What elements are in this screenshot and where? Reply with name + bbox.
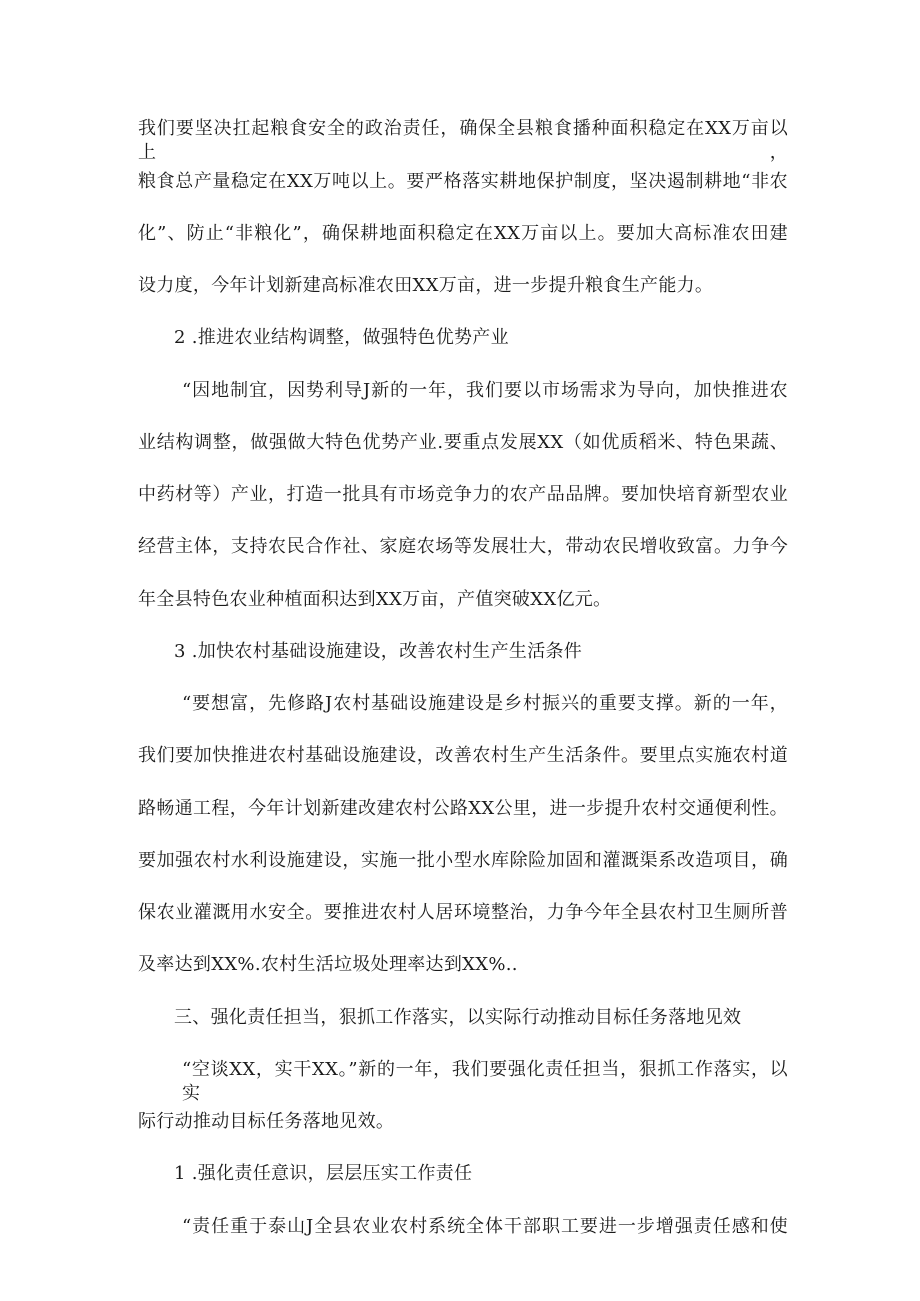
paragraph-line: 年全县特色农业种植面积达到XX万亩，产值突破XX亿元。 [138,589,612,610]
paragraph-line: 保农业灌溉用水安全。要推进农村人居环境整治，力争今年全县农村卫生厕所普 [138,902,788,923]
paragraph-line: 要加强农村水利设施建设，实施一批小型水库除险加固和灌溉渠系改造项目，确 [138,850,788,871]
paragraph-line: “要想富，先修路J农村基础设施建设是乡村振兴的重要支撑。新的一年， [182,693,788,714]
paragraph-line: “空谈XX，实干XX。”新的一年，我们要强化责任担当，狠抓工作落实，以实 [182,1059,788,1104]
paragraph-line: 我们要加快推进农村基础设施建设，改善农村生产生活条件。要里点实施农村道 [138,745,788,766]
paragraph-line: 经营主体，支持农民合作社、家庭农场等发展壮大，带动农民增收致富。力争今 [138,536,788,557]
paragraph-line: 中药材等）产业，打造一批具有市场竞争力的农产品品牌。要加快培育新型农业 [138,484,788,505]
paragraph-line: 际行动推动目标任务落地见效。 [138,1111,395,1132]
paragraph-line: 路畅通工程，今年计划新建改建农村公路XX公里，进一步提升农村交通便利性。 [138,798,788,819]
paragraph-line: 及率达到XX%.农村生活垃圾处理率达到XX%.. [138,954,518,975]
section-heading: 3 .加快农村基础设施建设，改善农村生产生活条件 [174,641,583,662]
paragraph-line: “因地制宜，因势利导J新的一年，我们要以市场需求为导向，加快推进农 [182,380,788,401]
paragraph-line: “责任重于泰山J全县农业农村系统全体干部职工要进一步增强责任感和使 [182,1216,788,1237]
paragraph-line: 粮食总产量稳定在XX万吨以上。要严格落实耕地保护制度，坚决遏制耕地“非农 [138,171,788,192]
paragraph-line: 化”、防止“非粮化”，确保耕地面积稳定在XX万亩以上。要加大高标准农田建 [138,223,788,244]
section-heading: 2 .推进农业结构调整，做强特色优势产业 [174,327,509,348]
paragraph-line: 业结构调整，做强做大特色优势产业.要重点发展XX（如优质稻米、特色果蔬、 [138,432,788,453]
section-heading: 1 .强化责任意识，层层压实工作责任 [174,1163,473,1184]
chapter-heading: 三、强化责任担当，狠抓工作落实，以实际行动推动目标任务落地见效 [174,1007,742,1028]
paragraph-line: 我们要坚决扛起粮食安全的政治责任，确保全县粮食播种面积稳定在XX万亩以上， [138,118,788,163]
paragraph-line: 设力度，今年计划新建高标准农田XX万亩，进一步提升粮食生产能力。 [138,275,714,296]
